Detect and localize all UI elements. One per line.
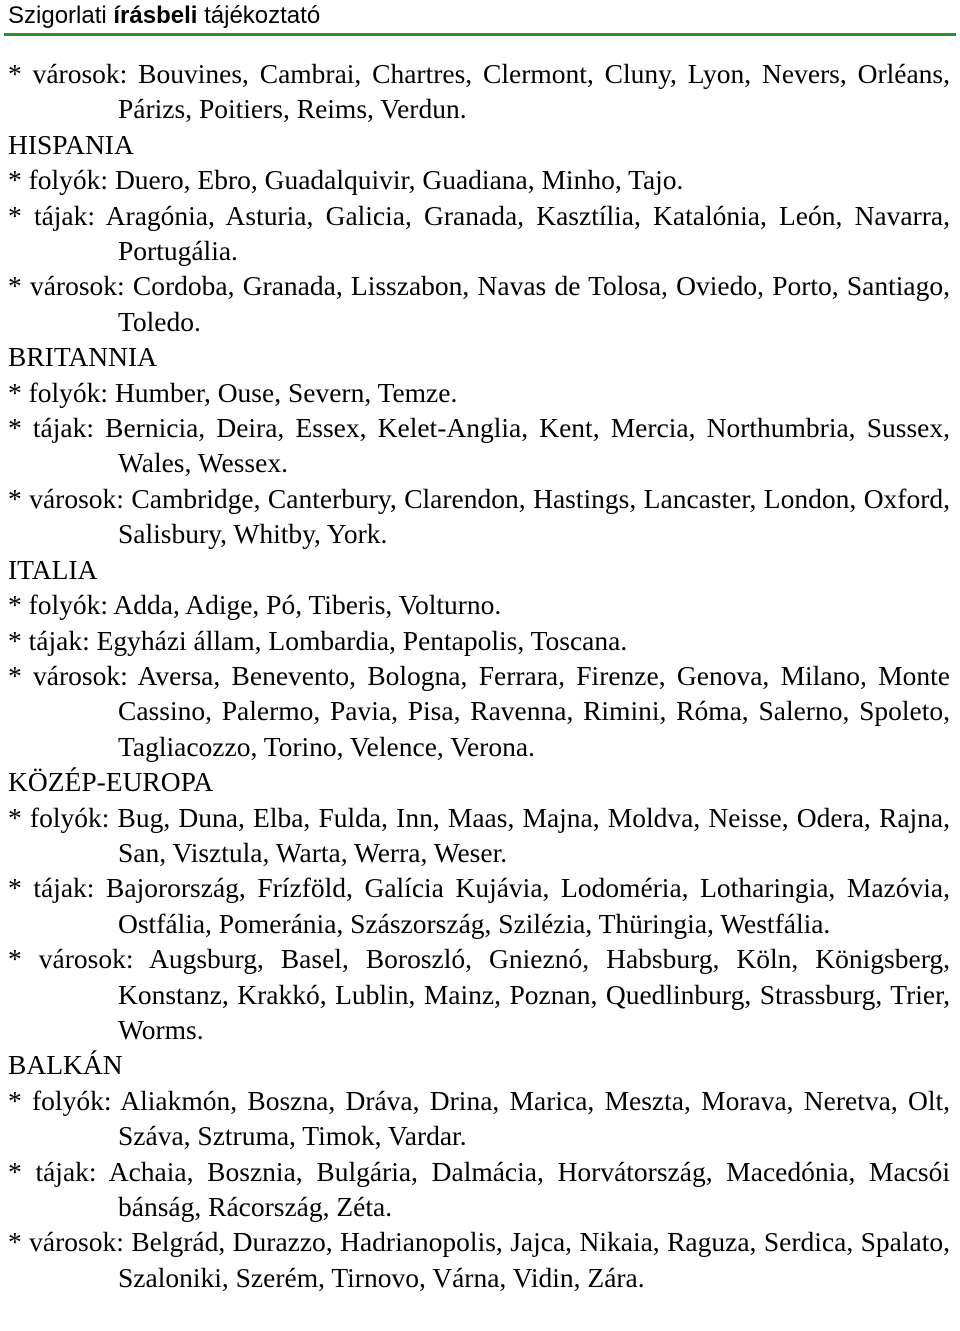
region-title-balkan: BALKÁN xyxy=(8,1049,123,1081)
hispania-cities: * városok: Cordoba, Granada, Lisszabon, Navas de Tolosa, Oviedo, Porto, Santiago, Toledo. xyxy=(8,270,950,337)
title-part: Szigorlati xyxy=(8,2,114,29)
region-title-kozep-europa: KÖZÉP-EUROPA xyxy=(8,766,214,798)
balkan-cities: * városok: Belgrád, Durazzo, Hadrianopolis, Jajca, Nikaia, Raguza, Serdica, Spalato, Szaloniki, Szerém, Tirnovo, Várna, Vidin, Zára. xyxy=(8,1226,950,1293)
region-title-britannia: BRITANNIA xyxy=(8,341,158,373)
document-body xyxy=(8,56,950,1295)
hispania-regions: * tájak: Aragónia, Asturia, Galicia, Granada, Kasztília, Katalónia, León, Navarra, Portugália. xyxy=(8,199,950,267)
britannia-cities: * városok: Cambridge, Canterbury, Clarendon, Hastings, Lancaster, London, Oxford, Salisbury, Whitby, York. xyxy=(8,482,950,550)
title-part: tájékoztató xyxy=(197,2,321,29)
title-bold-part: írásbeli xyxy=(113,2,198,29)
italia-regions: * tájak: Egyházi állam, Lombardia, Pentapolis, Toscana. xyxy=(8,624,628,656)
italia-cities: * városok: Aversa, Benevento, Bologna, Ferrara, Firenze, Genova, Milano, Monte Cassino, Palermo, Pavia, Pisa, Ravenna, Rimini, Róma, Salerno, Spoleto, Tagliacozzo, Torino, Velence, Verona. xyxy=(8,659,950,762)
header-divider xyxy=(4,33,956,36)
page-title xyxy=(8,2,320,30)
hispania-rivers: * folyók: Duero, Ebro, Guadalquivir, Guadiana, Minho, Tajo. xyxy=(8,164,684,196)
page-header xyxy=(0,0,960,38)
region-title-italia: ITALIA xyxy=(8,553,98,585)
balkan-rivers: * folyók: Aliakmón, Boszna, Dráva, Drina, Marica, Meszta, Morava, Neretva, Olt, Száva, Sztruma, Timok, Vardar. xyxy=(8,1084,950,1152)
italia-rivers: * folyók: Adda, Adige, Pó, Tiberis, Volturno. xyxy=(8,589,502,621)
kozep-europa-cities: * városok: Augsburg, Basel, Boroszló, Gnieznó, Habsburg, Köln, Königsberg, Konstanz, Krakkó, Lublin, Mainz, Poznan, Quedlinburg, Strassburg, Trier, Worms. xyxy=(8,943,950,1045)
region-title-hispania: HISPANIA xyxy=(8,128,134,160)
britannia-rivers: * folyók: Humber, Ouse, Severn, Temze. xyxy=(8,376,458,408)
kozep-europa-rivers: * folyók: Bug, Duna, Elba, Fulda, Inn, Maas, Majna, Moldva, Neisse, Odera, Rajna, San, Visztula, Warta, Werra, Weser. xyxy=(8,801,950,868)
britannia-regions: * tájak: Bernicia, Deira, Essex, Kelet-Anglia, Kent, Mercia, Northumbria, Sussex, Wales, Wessex. xyxy=(8,412,950,479)
kozep-europa-regions: * tájak: Bajorország, Frízföld, Galícia Kujávia, Lodoméria, Lotharingia, Mazóvia, Ostfália, Pomeránia, Szászország, Szilézia, Thüringia, Westfália. xyxy=(8,872,950,939)
balkan-regions: * tájak: Achaia, Bosznia, Bulgária, Dalmácia, Horvátország, Macedónia, Macsói bánság, Rácország, Zéta. xyxy=(8,1155,950,1222)
gallia-cities: * városok: Bouvines, Cambrai, Chartres, Clermont, Cluny, Lyon, Nevers, Orléans, Párizs, Poitiers, Reims, Verdun. xyxy=(8,58,950,125)
